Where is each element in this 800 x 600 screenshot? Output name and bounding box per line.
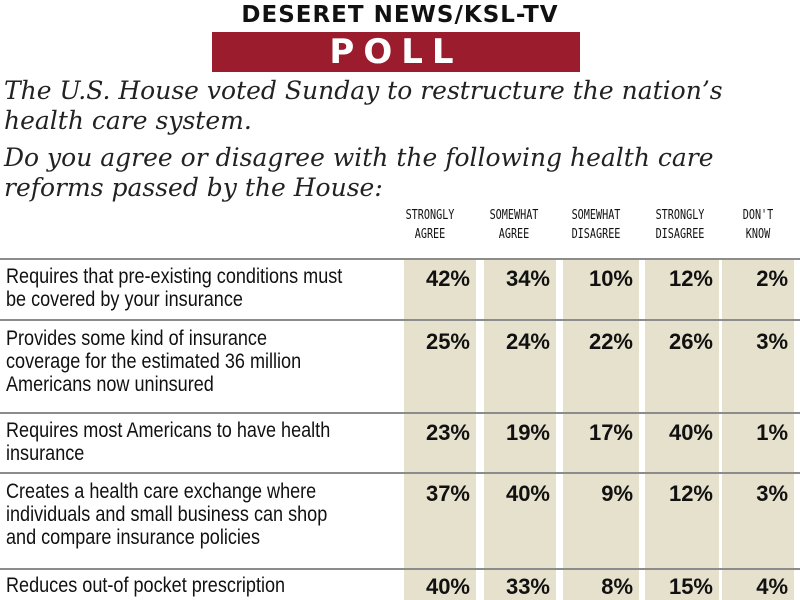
row-label: Requires most Americans to have health insurance: [6, 419, 331, 465]
column-header: [647, 206, 713, 244]
value-cell: 33%: [505, 574, 550, 599]
column-header: [563, 206, 629, 244]
column-header-line: SOMEWHAT: [489, 208, 539, 223]
value-cell: 15%: [668, 574, 713, 599]
row-label: Reduces out-of pocket prescription: [6, 574, 286, 597]
column-header-line: DISAGREE: [655, 227, 705, 242]
value-cell: 40%: [505, 481, 550, 506]
value-cell: 17%: [588, 420, 633, 445]
column-header-line: SOMEWHAT: [571, 208, 621, 223]
column-header-line: STRONGLY: [655, 208, 705, 223]
value-cell: 40%: [668, 420, 713, 445]
value-cell: 12%: [668, 266, 713, 291]
value-cell: 9%: [601, 481, 633, 506]
value-cell: 3%: [756, 481, 788, 506]
column-header-line: KNOW: [745, 227, 771, 242]
masthead: DESERET NEWS/KSL-TV: [241, 2, 559, 28]
row-label: Requires that pre-existing conditions must be covered by your insurance: [6, 265, 343, 311]
column-header-line: DISAGREE: [571, 227, 621, 242]
column-header: [733, 206, 783, 244]
question-text: Do you agree or disagree with the following health care reforms passed by the House:: [4, 143, 714, 202]
value-cell: 26%: [668, 329, 713, 354]
value-cell: 1%: [756, 420, 788, 445]
value-cell: 3%: [756, 329, 788, 354]
row-divider: [0, 319, 800, 321]
column-header: [481, 206, 547, 244]
row-divider: [0, 568, 800, 570]
row-divider: [0, 472, 800, 474]
row-label: Provides some kind of insurance coverage for the estimated 36 million Americans now uninsured: [6, 327, 302, 396]
value-cell: 4%: [756, 574, 788, 599]
value-cell: 25%: [425, 329, 470, 354]
value-cell: 8%: [601, 574, 633, 599]
value-cell: 10%: [588, 266, 633, 291]
column-header: [397, 206, 463, 244]
value-cell: 12%: [668, 481, 713, 506]
poll-banner: POLL: [212, 32, 580, 72]
column-header-line: STRONGLY: [405, 208, 455, 223]
value-cell: 23%: [425, 420, 470, 445]
value-cell: 24%: [505, 329, 550, 354]
value-cell: 37%: [425, 481, 470, 506]
value-cell: 42%: [425, 266, 470, 291]
value-cell: 19%: [505, 420, 550, 445]
column-header-line: AGREE: [414, 227, 446, 242]
intro-text: The U.S. House voted Sunday to restructure the nation’s health care system.: [4, 76, 723, 135]
value-cell: 2%: [756, 266, 788, 291]
row-divider: [0, 412, 800, 414]
value-cell: 22%: [588, 329, 633, 354]
value-cell: 40%: [425, 574, 470, 599]
value-cell: 34%: [505, 266, 550, 291]
column-header-line: DON'T: [742, 208, 774, 223]
column-header-line: AGREE: [498, 227, 530, 242]
row-label: Creates a health care exchange where individuals and small business can shop and compare insurance policies: [6, 480, 328, 549]
row-divider: [0, 258, 800, 260]
